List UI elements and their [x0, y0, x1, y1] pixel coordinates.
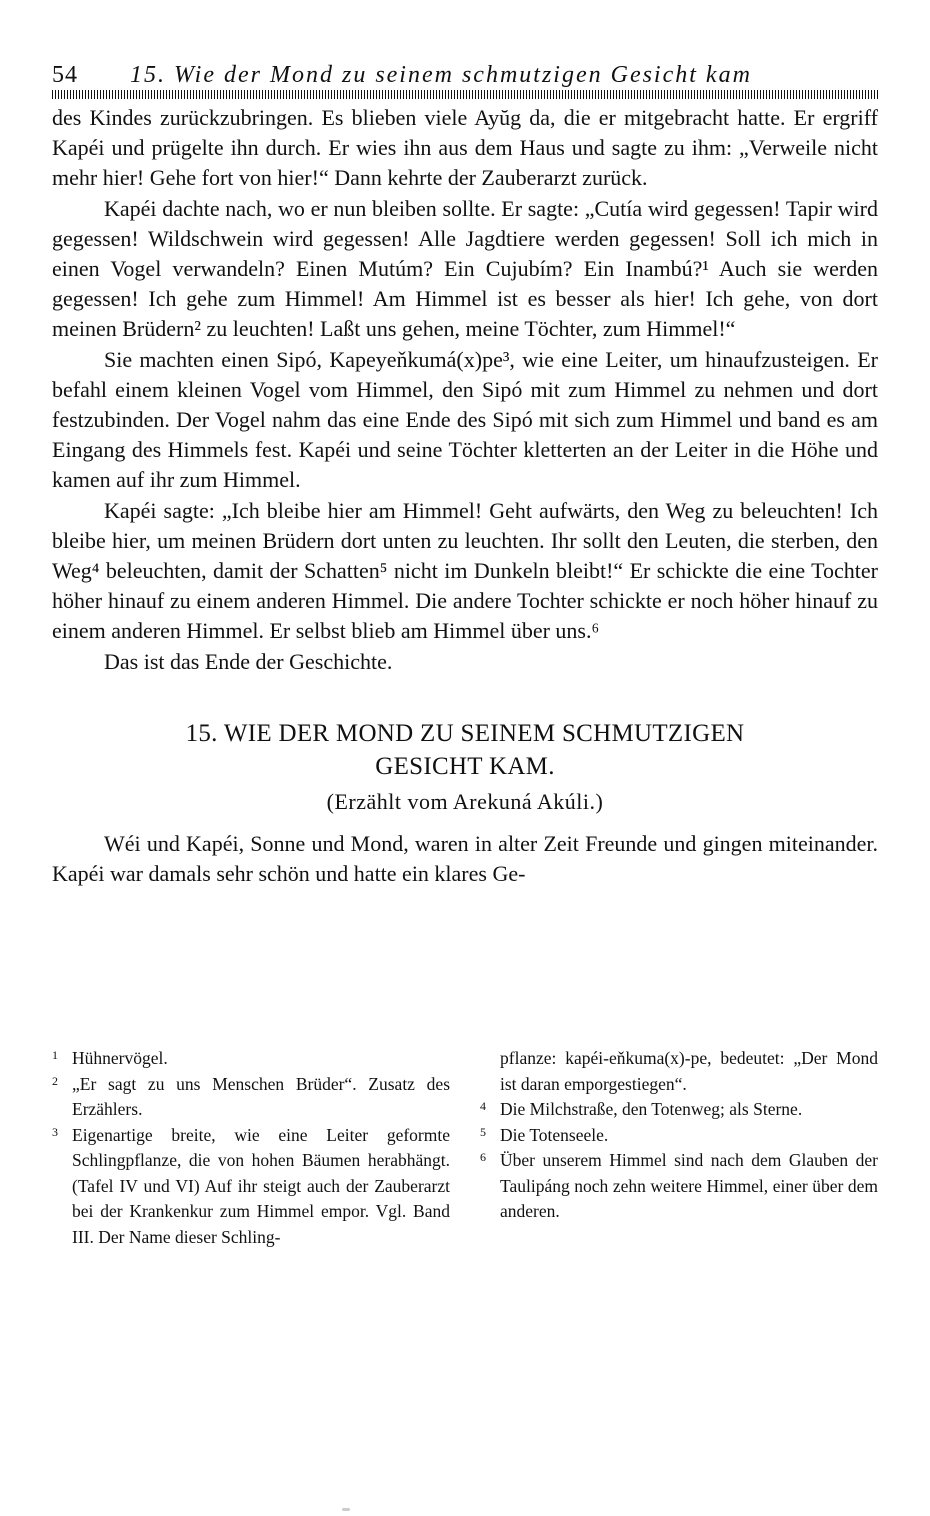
header-rule — [52, 90, 878, 99]
footnotes-left-column — [52, 1046, 450, 1250]
story-end-line: Das ist das Ende der Geschichte. — [104, 648, 393, 674]
chapter-title-line: 15. WIE DER MOND ZU SEINEM SCHMUTZIGEN — [185, 719, 745, 747]
footnote-number: 4 — [480, 1099, 486, 1113]
scan-speck — [342, 1508, 350, 1511]
footnote — [52, 1046, 450, 1072]
running-header — [52, 62, 878, 88]
chapter-text — [52, 829, 878, 889]
paragraph: Kapéi sagte: „Ich bleibe hier am Himmel! Geht aufwärts, den Weg zu beleuchten! Ich bleibe hier, um meinen Brüdern dort unten zu leuchten. Ihr sollt den Leuten, die sterben, den Weg⁴ beleuchten, damit der Schatten⁵ nicht im Dunkeln bleibt!“ Er schickte die eine Tochter höher hinauf zu einem anderen Himmel. Die andere Tochter schickte er noch höher hinauf zu einem anderen Himmel. Er selbst blieb am Himmel über uns.⁶ — [52, 497, 878, 644]
footnote-number: 6 — [480, 1150, 486, 1164]
footnote-number: 3 — [52, 1124, 58, 1139]
footnote-number: 5 — [480, 1124, 486, 1139]
footnotes — [52, 1046, 878, 1250]
footnotes-right-column — [480, 1046, 878, 1250]
previous-story-text — [52, 103, 878, 677]
footnote-text: „Er sagt zu uns Menschen Brüder“. Zusatz des Erzählers. — [72, 1073, 450, 1119]
footnote-text: Eigenartige breite, wie eine Leiter geformte Schlingpflanze, die von hohen Bäumen herabhängt. (Tafel IV und VI) Auf ihr steigt auch der Zauberarzt bei der Krankenkur zum Himmel empor. Vgl. Band III. Der Name dieser Schling- — [72, 1124, 450, 1247]
footnote — [52, 1123, 450, 1251]
chapter-title — [52, 717, 878, 783]
footnote — [480, 1148, 878, 1225]
chapter-subtitle: (Erzählt vom Arekuná Akúli.) — [326, 788, 604, 814]
footnote-text: Hühnervögel. — [72, 1048, 168, 1068]
footnote-text: Die Totenseele. — [500, 1124, 609, 1145]
paragraph: des Kindes zurückzubringen. Es blieben viele Ayŭg da, die er mitgebracht hatte. Er ergriff Kapéi und prügelte ihn durch. Er wies ihn aus dem Haus und sagte zu ihm: „Verweile nicht mehr hier! Gehe fort von hier!“ Dann kehrte der Zauberarzt zurück. — [52, 105, 878, 191]
running-title: 15. Wie der Mond zu seinem schmutzigen Gesicht kam — [130, 62, 752, 88]
footnote-continuation: pflanze: kapéi-eňkuma(x)-pe, bedeutet: „Der Mond ist daran emporgestiegen“. — [500, 1048, 878, 1094]
footnote-text: Die Milchstraße, den Totenweg; als Sterne. — [500, 1099, 803, 1119]
footnote-number: 1 — [52, 1048, 58, 1062]
footnote-text: Über unserem Himmel sind nach dem Glauben der Taulipáng noch zehn weitere Himmel, einer über dem anderen. — [500, 1150, 878, 1221]
page-number: 54 — [52, 62, 78, 88]
footnote — [52, 1072, 450, 1123]
paragraph: Wéi und Kapéi, Sonne und Mond, waren in alter Zeit Freunde und gingen miteinander. Kapéi war damals sehr schön und hatte ein klares Ge- — [52, 830, 878, 887]
chapter-title-line: GESICHT KAM. — [375, 752, 555, 780]
footnote — [480, 1097, 878, 1123]
paragraph: Sie machten einen Sipó, Kapeyeňkumá(x)pe³, wie eine Leiter, um hinaufzusteigen. Er befahl einem kleinen Vogel vom Himmel, den Sipó mit zum Himmel zu nehmen und dort festzubinden. Der Vogel nahm das eine Ende des Sipó mit sich zum Himmel und band es am Eingang des Himmels fest. Kapéi und seine Töchter kletterten an der Leiter in die Höhe und kamen auf ihr zum Himmel. — [52, 346, 878, 493]
footnote-number: 2 — [52, 1073, 58, 1088]
book-page — [52, 62, 878, 889]
paragraph: Kapéi dachte nach, wo er nun bleiben sollte. Er sagte: „Cutía wird gegessen! Tapir wird gegessen! Wildschwein wird gegessen! Alle Jagdtiere werden gegessen! Soll ich mich in einen Vogel verwandeln? Einen Mutúm? Ein Cujubím? Ein Inambú?¹ Auch sie werden gegessen! Ich gehe zum Himmel! Am Himmel ist es besser als hier! Ich gehe, von dort meinen Brüdern² zu leuchten! Laßt uns gehen, meine Töchter, zum Himmel!“ — [52, 195, 878, 342]
footnote — [480, 1123, 878, 1149]
